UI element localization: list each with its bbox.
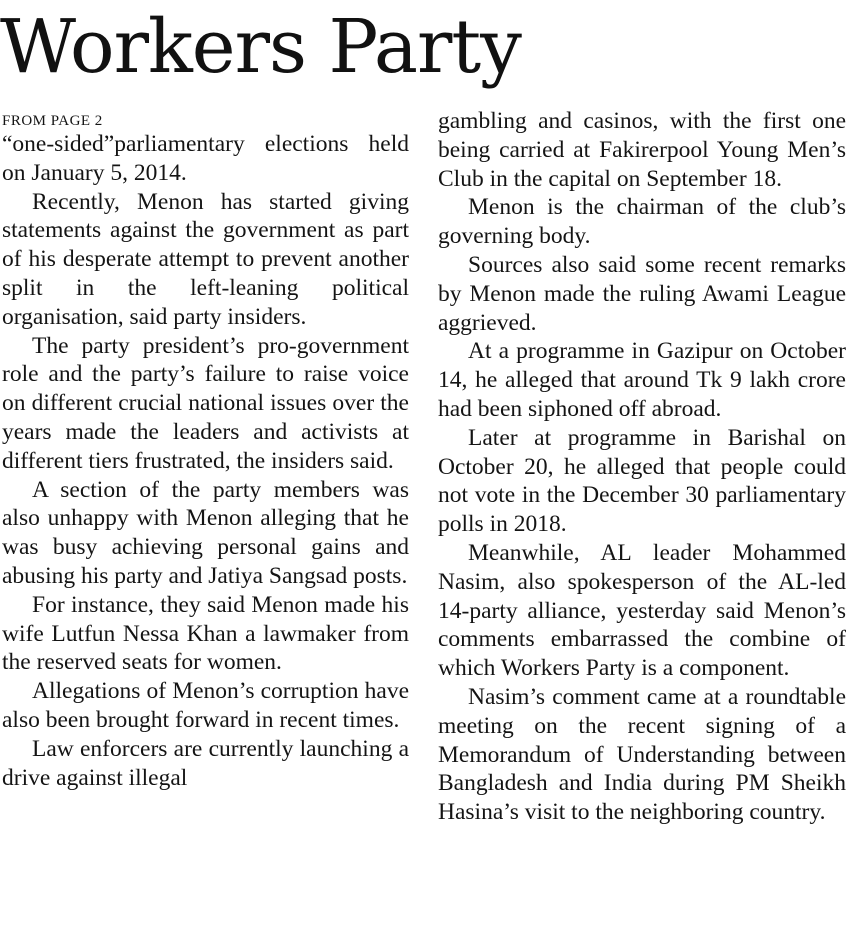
right-column	[438, 107, 846, 827]
paragraph: Recently, Menon has started giving statements against the government as part of his desperate attempt to prevent another split in the left-leaning political organisation, said party insiders.	[2, 188, 409, 330]
left-column	[2, 112, 409, 792]
headline: Workers Party	[0, 4, 521, 90]
paragraph: Law enforcers are currently launching a drive against illegal	[2, 735, 409, 791]
paragraph: “one-sided”parliamentary elections held on January 5, 2014.	[2, 131, 409, 186]
paragraph: Menon is the chairman of the club’s governing body.	[438, 194, 846, 250]
paragraph: The party president’s pro-government role and the party’s failure to raise voice on different crucial national issues over the years made the leaders and activists at different tiers frustrated, the insiders said.	[2, 332, 409, 474]
paragraph: Nasim’s comment came at a roundtable meeting on the recent signing of a Memorandum of Understanding between Bangladesh and India during PM Sheikh Hasina’s visit to the neighboring country.	[438, 683, 846, 826]
paragraph: gambling and casinos, with the first one being carried at Fakirerpool Young Men’s Club in the capital on September 18.	[438, 108, 846, 192]
paragraph: Later at programme in Barishal on October 20, he alleged that people could not vote in the December 30 parliamentary polls in 2018.	[438, 424, 846, 538]
paragraph: Sources also said some recent remarks by Menon made the ruling Awami League aggrieved.	[438, 251, 846, 336]
paragraph: A section of the party members was also unhappy with Menon alleging that he was busy achieving personal gains and abusing his party and Jatiya Sangsad posts.	[2, 476, 409, 589]
paragraph: At a programme in Gazipur on October 14, he alleged that around Tk 9 lakh crore had been siphoned off abroad.	[438, 338, 846, 422]
jump-line: FROM PAGE 2	[2, 113, 103, 129]
paragraph: Allegations of Menon’s corruption have also been brought forward in recent times.	[2, 678, 409, 733]
paragraph: Meanwhile, AL leader Mohammed Nasim, also spokesperson of the AL-led 14-party alliance, yesterday said Menon’s comments embarrassed the combine of which Workers Party is a component.	[438, 539, 846, 682]
paragraph: For instance, they said Menon made his wife Lutfun Nessa Khan a lawmaker from the reserved seats for women.	[2, 591, 409, 676]
